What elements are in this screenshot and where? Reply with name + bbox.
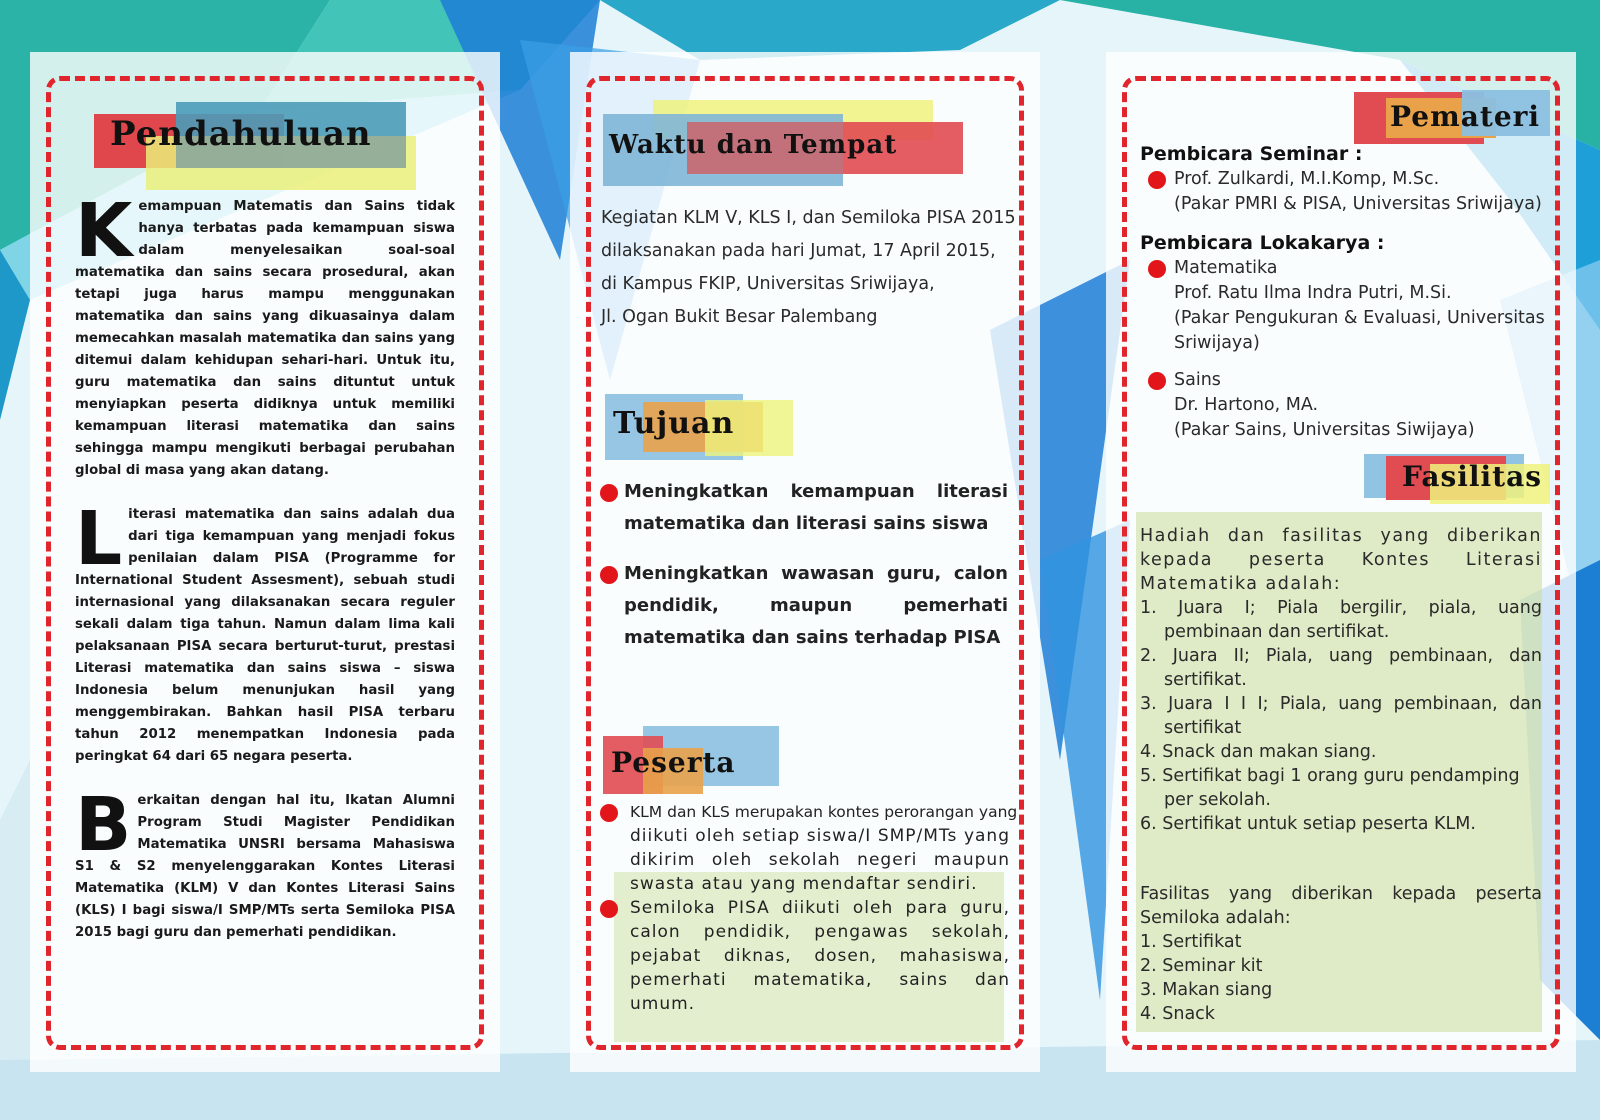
list-item: Semiloka PISA diikuti oleh para guru, calon pendidik, pengawas sekolah, pejabat diknas, dosen, mahasiswa, pemerhati matematika, sains dan umum. [600, 896, 1010, 1016]
pemateri-header [1354, 90, 1550, 146]
fasilitas-list [1140, 596, 1542, 836]
list-item: 4. Snack [1140, 1004, 1215, 1024]
paragraph-1: emampuan Matematis dan Sains tidak hanya terbatas pada kemampuan siswa dalam menyelesaikan soal-soal matematika dan sains secara prosedural, akan tetapi juga harus mampu menggunakan matematika dan sains yang dikuasainya dalam memecahkan masalah matematika dan sains yang ditemui dalam kehidupan sehari-hari. Untuk itu, guru matematika dan sains dituntut untuk menyiapkan peserta didiknya untuk memiliki kemampuan literasi matematika dan sains sehingga mampu mengikuti berbagai perubahan global di masa yang akan datang. [75, 199, 455, 478]
lokakarya-heading: Pembicara Lokakarya : [1140, 232, 1385, 254]
list-item: 4. Snack dan makan siang. [1140, 742, 1377, 762]
paragraph-2: iterasi matematika dan sains adalah dua dari tiga kemampuan yang menjadi fokus penilaian dalam PISA (Programme for International Student Assesment), sebuah studi internasional yang dilaksanakan secara reguler sekali dalam tiga tahun. Namun dalam lima kali pelaksanaan PISA secara berturut-turut, prestasi Literasi matematika dan sains siswa – siswa Indonesia belum menunjukan hasil yang menggembirakan. Bahkan hasil PISA terbaru tahun 2012 menempatkan Indonesia pada peringkat 64 dari 65 negara peserta. [75, 507, 455, 764]
list-item: 3. Makan siang [1140, 980, 1273, 1000]
list-item: Meningkatkan kemampuan literasi matematika dan literasi sains siswa [598, 476, 1008, 540]
peserta-list [600, 800, 1018, 1016]
paragraph-3: erkaitan dengan hal itu, Ikatan Alumni Program Studi Magister Pendidikan Matematika UNSRI bersama Mahasiswa S1 & S2 menyelenggarakan Kontes Literasi Matematika (KLM) V dan Kontes Literasi Sains (KLS) I bagi siswa/I SMP/MTs serta Semiloka PISA 2015 bagi guru dan pemerhati pendidikan. [75, 793, 455, 940]
fasilitas-intro: Hadiah dan fasilitas yang diberikan kepada peserta Kontes Literasi Matematika adalah: [1140, 526, 1542, 594]
section-title: Pemateri [1390, 100, 1541, 133]
section-title: Tujuan [613, 406, 735, 441]
waktu-line: di Kampus FKIP, Universitas Sriwijaya, [601, 274, 935, 294]
bullet-icon [600, 804, 618, 822]
list-item: 2. Seminar kit [1140, 956, 1263, 976]
speaker-item: Sains Dr. Hartono, MA. (Pakar Sains, Universitas Siwijaya) [1140, 368, 1550, 443]
list-item: 3. Juara I I I; Piala, uang pembinaan, dan sertifikat [1140, 694, 1542, 738]
waktu-text [601, 202, 1021, 334]
bullet-icon [1148, 372, 1166, 390]
drop-cap: L [75, 496, 123, 582]
list-item: 6. Sertifikat untuk setiap peserta KLM. [1140, 814, 1476, 834]
section-title: Fasilitas [1402, 460, 1543, 493]
bullet-icon [600, 484, 618, 502]
list-item: KLM dan KLS merupakan kontes perorangan yang diikuti oleh setiap siswa/I SMP/MTs yang dikirim oleh sekolah negeri maupun swasta atau yang mendaftar sendiri. [600, 800, 1010, 896]
waktu-line: Jl. Ogan Bukit Besar Palembang [601, 307, 878, 327]
list-item: 1. Sertifikat [1140, 932, 1242, 952]
bullet-icon [600, 566, 618, 584]
semiloka-intro: Fasilitas yang diberikan kepada peserta Semiloka adalah: [1140, 884, 1542, 928]
waktu-line: Kegiatan KLM V, KLS I, dan Semiloka PISA 2015 [601, 208, 1016, 228]
semiloka-list [1140, 930, 1542, 1026]
pendahuluan-header [94, 102, 424, 192]
list-item: 2. Juara II; Piala, uang pembinaan, dan sertifikat. [1140, 646, 1542, 690]
list-item: 5. Sertifikat bagi 1 orang guru pendamping per sekolah. [1140, 766, 1520, 810]
bullet-icon [600, 900, 618, 918]
bullet-icon [1148, 260, 1166, 278]
tujuan-header [605, 394, 795, 464]
pemateri-text [1140, 142, 1550, 443]
speaker-item: Prof. Zulkardi, M.I.Komp, M.Sc. (Pakar PMRI & PISA, Universitas Sriwijaya) [1140, 167, 1550, 217]
list-item: 1. Juara I; Piala bergilir, piala, uang pembinaan dan sertifikat. [1140, 598, 1542, 642]
section-title: Waktu dan Tempat [609, 130, 898, 160]
section-title: Peserta [611, 746, 736, 779]
fasilitas-header [1364, 454, 1550, 506]
speaker-item: Matematika Prof. Ratu Ilma Indra Putri, M.Si. (Pakar Pengukuran & Evaluasi, Universitas Sriwijaya) [1140, 256, 1550, 356]
waktu-line: dilaksanakan pada hari Jumat, 17 April 2015, [601, 241, 996, 261]
peserta-header [603, 726, 783, 796]
seminar-heading: Pembicara Seminar : [1140, 143, 1363, 165]
fasilitas-text [1140, 524, 1542, 1026]
pendahuluan-text [75, 188, 455, 944]
drop-cap: K [75, 188, 133, 274]
tujuan-list [598, 476, 1008, 654]
waktu-header [603, 100, 963, 190]
section-title: Pendahuluan [110, 114, 372, 154]
bullet-icon [1148, 171, 1166, 189]
list-item: Meningkatkan wawasan guru, calon pendidik, maupun pemerhati matematika dan sains terhadap PISA [598, 558, 1008, 654]
drop-cap: B [75, 782, 132, 868]
